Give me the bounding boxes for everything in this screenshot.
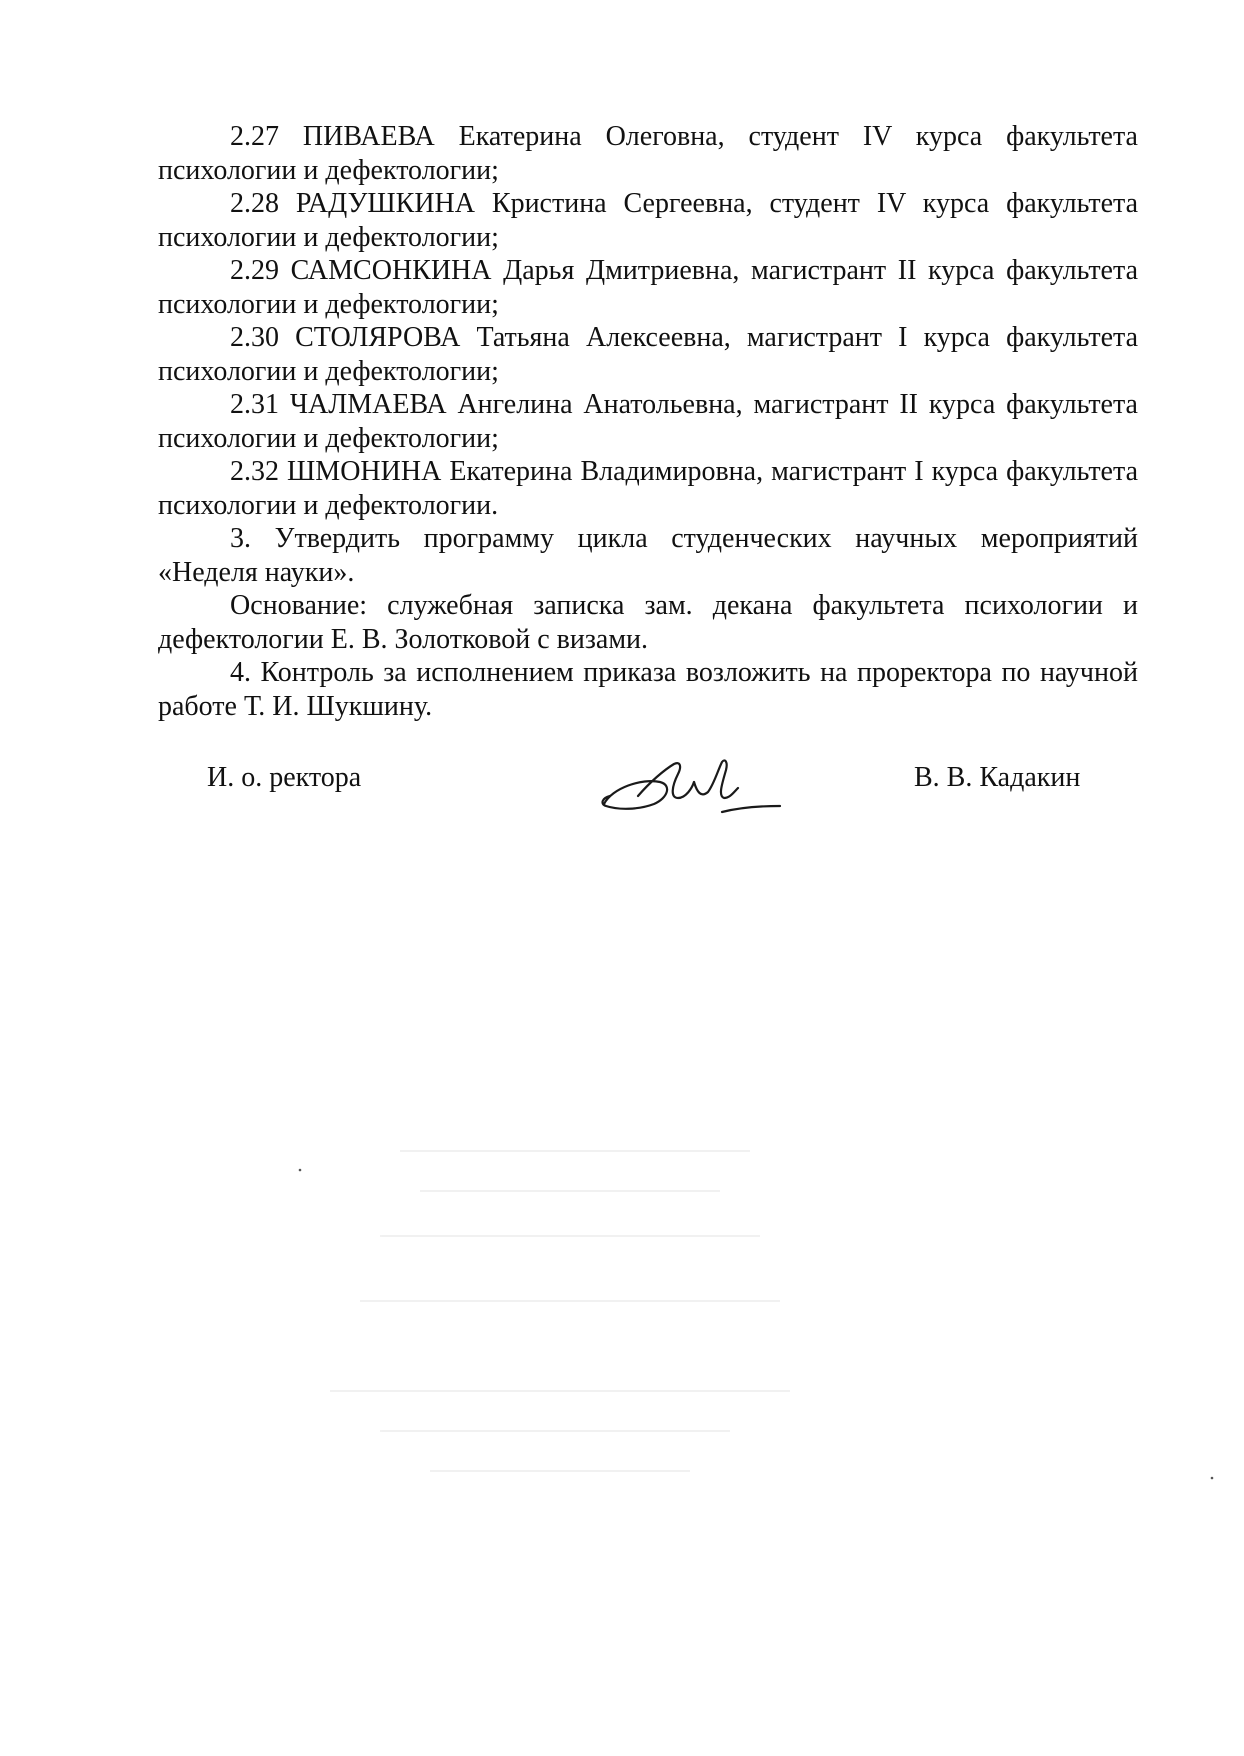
paragraph-item-2-31: 2.31 ЧАЛМАЕВА Ангелина Анатольевна, магистрант II курса факультета психологии и дефектологии;: [158, 389, 1138, 454]
signature-block: [0, 756, 1244, 826]
paragraph-item-2-30: 2.30 СТОЛЯРОВА Татьяна Алексеевна, магистрант I курса факультета психологии и дефектологии;: [158, 322, 1138, 387]
paragraph-item-3: 3. Утвердить программу цикла студенческих научных мероприятий «Неделя науки».: [158, 523, 1138, 588]
paragraph-item-2-29: 2.29 САМСОНКИНА Дарья Дмитриевна, магистрант II курса факультета психологии и дефектологии;: [158, 255, 1138, 320]
signatory-name: В. В. Кадакин: [914, 762, 1081, 793]
signatory-title: И. о. ректора: [207, 762, 362, 793]
paragraph-basis: Основание: служебная записка зам. декана факультета психологии и дефектологии Е. В. Золотковой с визами.: [158, 590, 1138, 655]
paragraph-item-4: 4. Контроль за исполнением приказа возложить на проректора по научной работе Т. И. Шукшину.: [158, 657, 1138, 722]
paragraph-item-2-27: 2.27 ПИВАЕВА Екатерина Олеговна, студент IV курса факультета психологии и дефектологии;: [158, 121, 1138, 186]
document-body: [158, 120, 1138, 723]
paragraph-item-2-32: 2.32 ШМОНИНА Екатерина Владимировна, магистрант I курса факультета психологии и дефектологии.: [158, 456, 1138, 521]
handwritten-signature: [598, 752, 783, 822]
paragraph-item-2-28: 2.28 РАДУШКИНА Кристина Сергеевна, студент IV курса факультета психологии и дефектологии;: [158, 188, 1138, 253]
